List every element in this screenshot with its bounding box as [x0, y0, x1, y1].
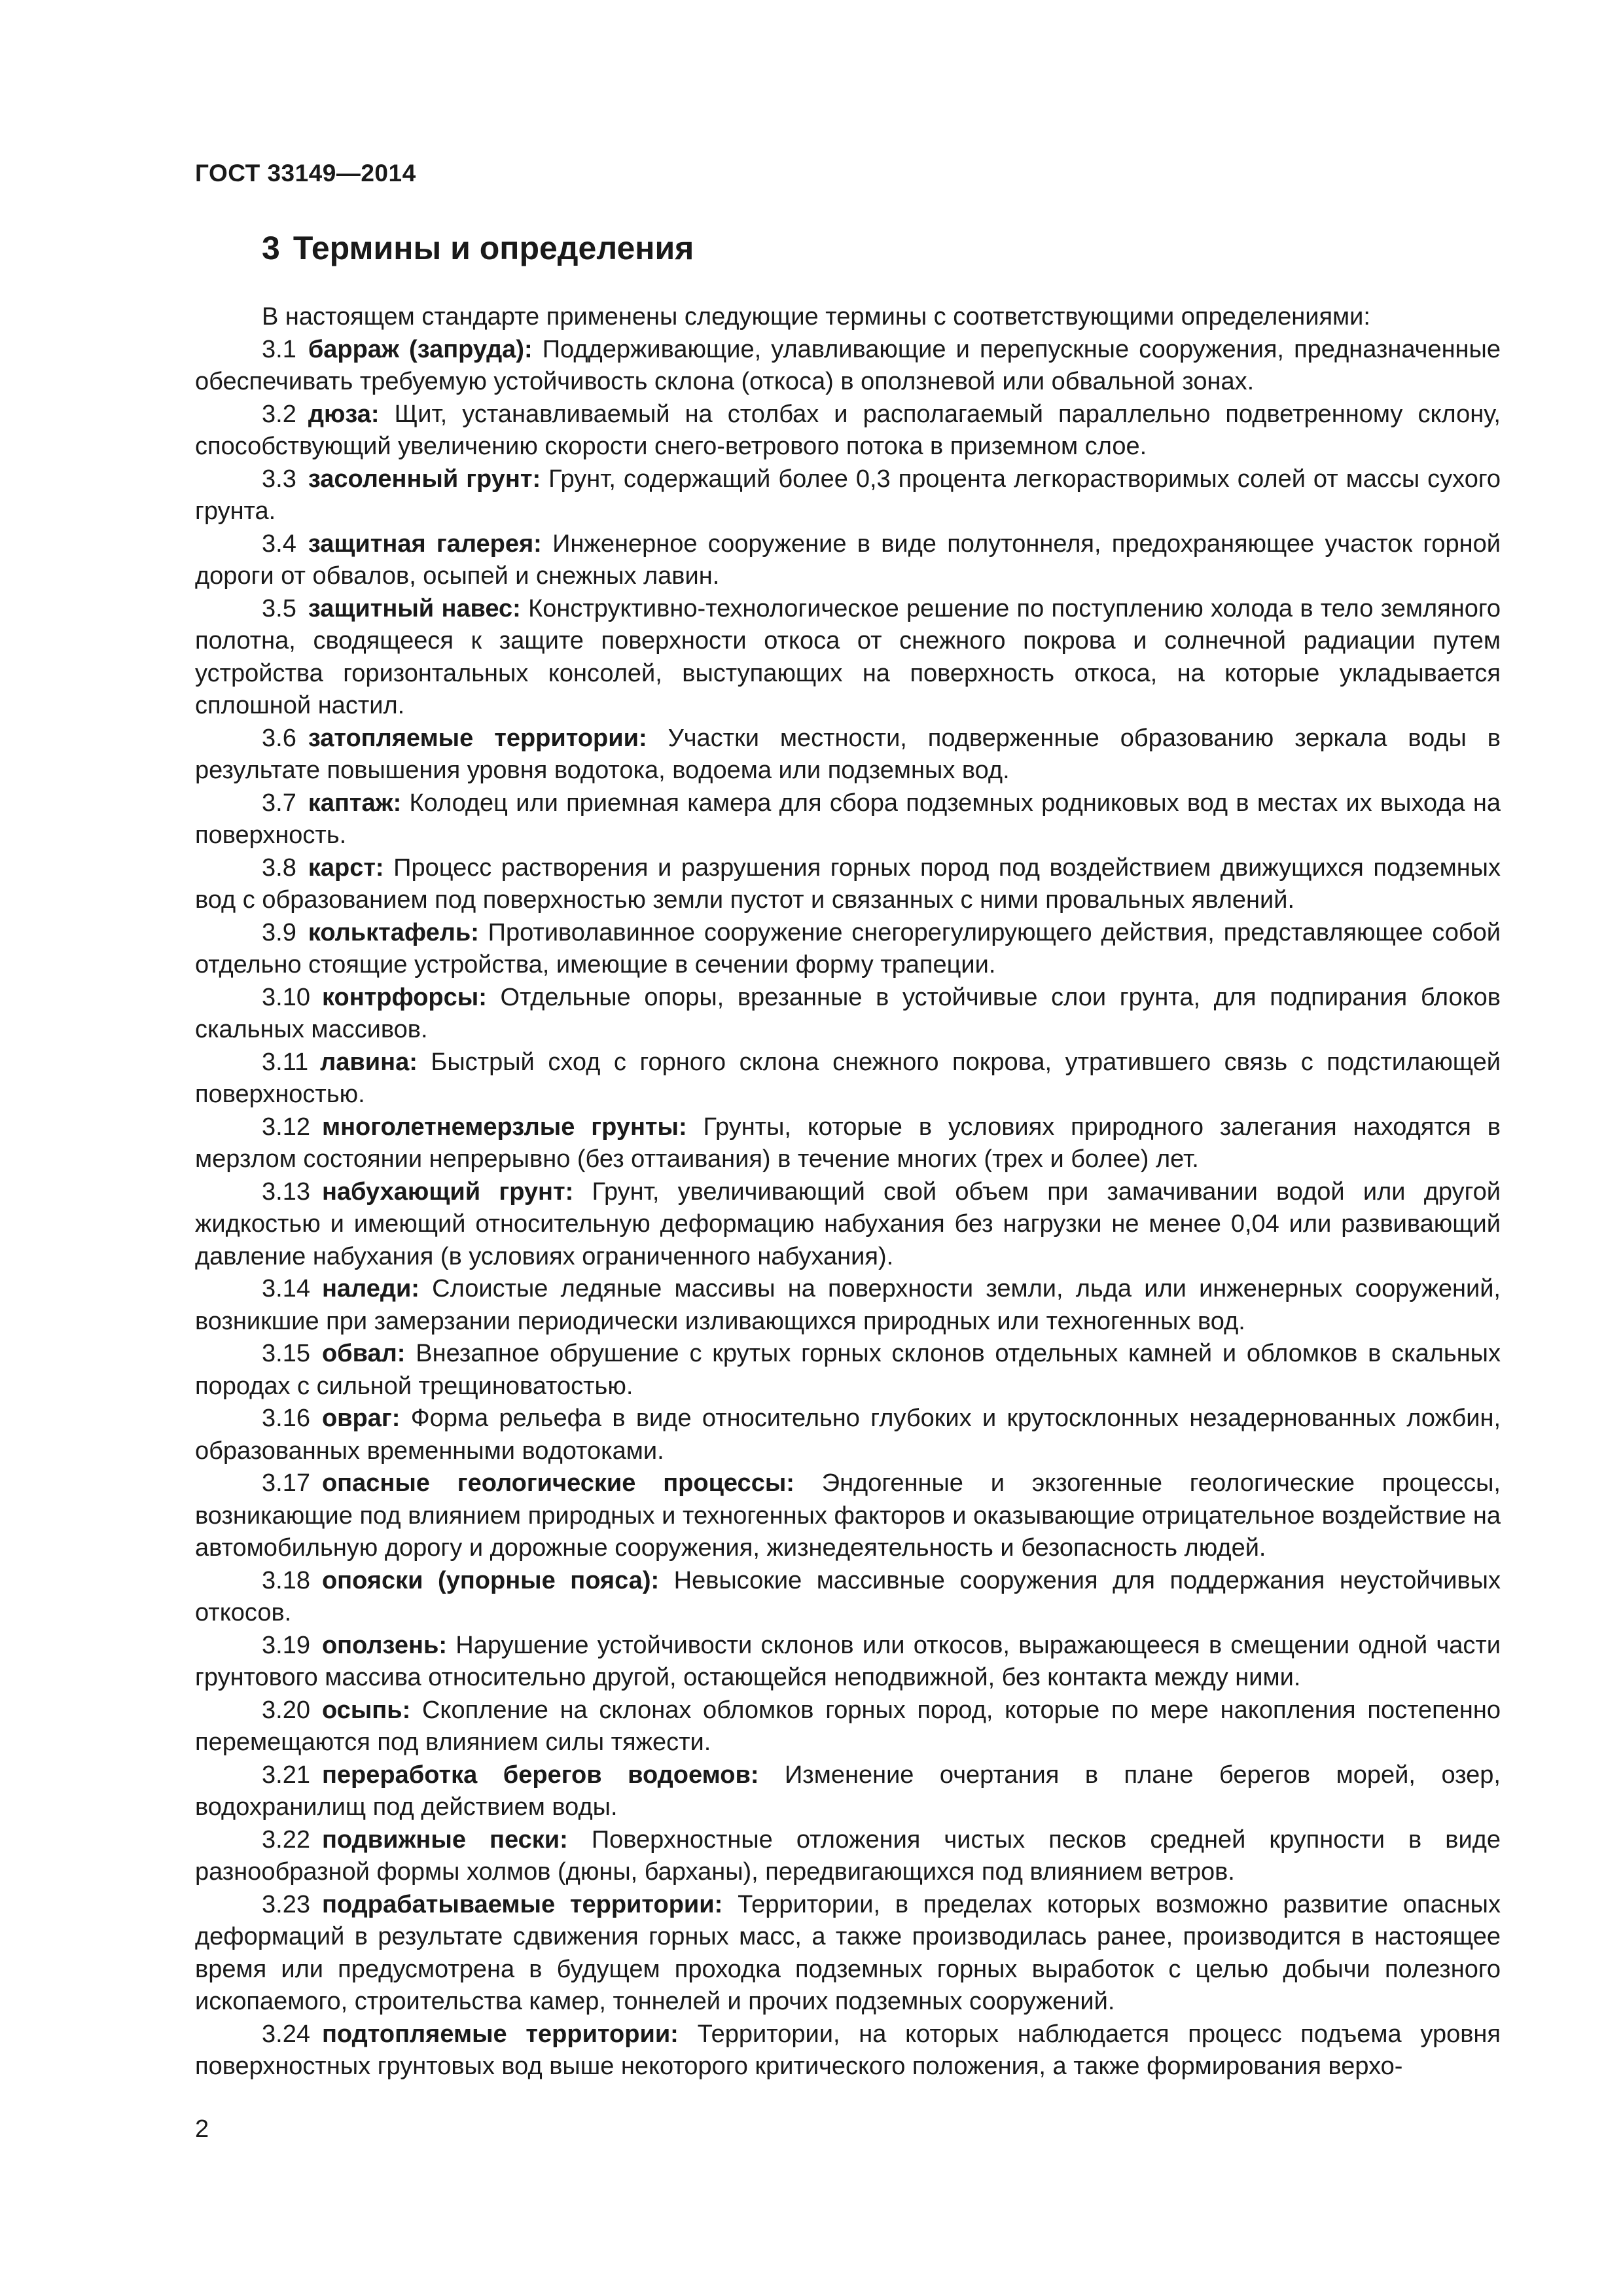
definition-item [195, 2018, 1501, 2083]
definition-item [195, 1824, 1501, 1889]
definition-text: Поддерживающие, улавливающие и перепускные сооружения, предназначенные обеспечивать требуемую устойчивость склона (откоса) в оползневой или обвальной зонах. [195, 335, 1501, 395]
definition-text: Поверхностные отложения чистых песков средней крупности в виде разнообразной формы холмов (дюны, барханы), передвигающихся под влиянием ветров. [195, 1825, 1501, 1886]
definition-item [195, 917, 1501, 982]
definition-term: осыпь: [321, 1696, 411, 1724]
definition-text: Изменение очертания в плане берегов морей, озер, водохранилищ под действием воды. [195, 1761, 1501, 1821]
definition-text: Противолавинное сооружение снегорегулирующего действия, представляющее собой отдельно стоящие устройства, имеющие в сечении форму трапеции. [195, 918, 1501, 978]
definition-number: 3.10 [262, 983, 310, 1011]
definition-term: барраж (запруда): [308, 335, 533, 363]
definition-term: оползень: [321, 1631, 448, 1659]
definition-text: Форма рельефа в виде относительно глубоких и крутосклонных незадернованных ложбин, образованных временными водотоками. [195, 1405, 1501, 1465]
definition-number: 3.5 [262, 594, 296, 622]
definition-item [195, 787, 1501, 852]
definition-number: 3.23 [262, 1890, 310, 1918]
definition-term: карст: [308, 853, 384, 882]
definition-text: Слоистые ледяные массивы на поверхности земли, льда или инженерных сооружений, возникшие при замерзании периодически изливающихся природных или техногенных вод. [195, 1275, 1501, 1335]
definition-number: 3.22 [262, 1825, 310, 1854]
definition-item [195, 1467, 1501, 1565]
definition-text: Отдельные опоры, врезанные в устойчивые слои грунта, для подпирания блоков скальных массивов. [195, 983, 1501, 1043]
definition-number: 3.7 [262, 789, 296, 817]
definition-item [195, 1111, 1501, 1176]
definition-term: подрабатываемые территории: [321, 1890, 723, 1918]
definition-item [195, 1176, 1501, 1274]
definition-item [195, 1565, 1501, 1630]
definition-item [195, 399, 1501, 463]
definition-text: Инженерное сооружение в виде полутоннеля, предохраняющее участок горной дороги от обвалов, осыпей и снежных лавин. [195, 529, 1501, 590]
definition-item [195, 1047, 1501, 1111]
definition-number: 3.24 [262, 2020, 310, 2048]
definition-number: 3.15 [262, 1340, 310, 1367]
definition-term: защитная галерея: [308, 529, 542, 558]
page-number: 2 [195, 2115, 209, 2143]
definition-item [195, 593, 1501, 723]
section-heading [262, 229, 694, 267]
definition-item [195, 463, 1501, 528]
definitions-body [195, 301, 1501, 2083]
document-code: ГОСТ 33149—2014 [195, 160, 416, 187]
definition-item [195, 1273, 1501, 1338]
definition-text: Грунт, увеличивающий свой объем при замачивании водой или другой жидкостью и имеющий относительную деформацию набухания без нагрузки не менее 0,04 или развивающий давление набухания (в условиях ограниченного набухания). [195, 1177, 1501, 1270]
definition-item [195, 528, 1501, 593]
definition-number: 3.16 [262, 1405, 310, 1432]
definition-item [195, 852, 1501, 917]
intro-paragraph: В настоящем стандарте применены следующие термины с соответствующими определениями: [262, 303, 1370, 331]
definition-number: 3.13 [262, 1177, 310, 1206]
definition-item [195, 1630, 1501, 1695]
definition-term: лавина: [320, 1048, 418, 1076]
definition-item [195, 1695, 1501, 1759]
definition-item [195, 1759, 1501, 1824]
definition-term: дюза: [308, 400, 380, 428]
section-title-text: Термины и определения [293, 230, 694, 266]
definition-number: 3.9 [262, 918, 296, 946]
definition-number: 3.21 [262, 1761, 310, 1789]
definition-term: многолетнемерзлые грунты: [321, 1113, 687, 1141]
definition-number: 3.19 [262, 1631, 310, 1659]
definition-term: набухающий грунт: [321, 1177, 574, 1206]
definition-term: опояски (упорные пояса): [321, 1566, 660, 1594]
definition-number: 3.11 [262, 1048, 309, 1076]
definition-text: Внезапное обрушение с крутых горных склонов отдельных камней и обломков в скальных породах с сильной трещиноватостью. [195, 1340, 1501, 1400]
definition-term: подвижные пески: [321, 1825, 568, 1854]
definition-number: 3.12 [262, 1113, 310, 1141]
definition-text: Эндогенные и экзогенные геологические процессы, возникающие под влиянием природных и техногенных факторов и оказывающие отрицательное воздействие на автомобильную дорогу и дорожные сооружения, жизнедеятельность и безопасность людей. [195, 1469, 1501, 1562]
definition-item [195, 982, 1501, 1047]
definition-text: Процесс растворения и разрушения горных пород под воздействием движущихся подземных вод с образованием под поверхностью земли пустот и связанных с ними провальных явлений. [195, 853, 1501, 914]
definition-term: кольктафель: [308, 918, 479, 946]
definition-text: Щит, устанавливаемый на столбах и располагаемый параллельно подветренному склону, способствующий увеличению скорости снего-ветрового потока в приземном слое. [195, 400, 1501, 460]
definition-text: Невысокие массивные сооружения для поддержания неустойчивых откосов. [195, 1566, 1501, 1626]
definition-text: Конструктивно-технологическое решение по поступлению холода в тело земляного полотна, сводящееся к защите поверхности откоса от снежного покрова и солнечной радиации путем устройства горизонтальных консолей, выступающих на поверхность откоса, на которые укладывается сплошной настил. [195, 594, 1501, 719]
definition-term: обвал: [321, 1340, 406, 1367]
definition-text: Участки местности, подверженные образованию зеркала воды в результате повышения уровня водотока, водоема или подземных вод. [195, 724, 1501, 784]
definition-number: 3.17 [262, 1469, 310, 1497]
definition-number: 3.18 [262, 1566, 310, 1594]
definition-number: 3.4 [262, 529, 296, 558]
definition-item [195, 1889, 1501, 2018]
definition-text: Скопление на склонах обломков горных пород, которые по мере накопления постепенно перемещаются под влиянием силы тяжести. [195, 1696, 1501, 1756]
definition-item [195, 1403, 1501, 1467]
definition-text: Грунты, которые в условиях природного залегания находятся в мерзлом состоянии непрерывно (без оттаивания) в течение многих (трех и более) лет. [195, 1113, 1501, 1173]
definition-term: засоленный грунт: [308, 465, 541, 493]
definition-term: защитный навес: [308, 594, 521, 622]
definition-item [195, 334, 1501, 399]
definition-text: Быстрый сход с горного склона снежного покрова, утратившего связь с подстилающей поверхностью. [195, 1048, 1501, 1108]
definition-number: 3.6 [262, 724, 296, 752]
definition-number: 3.20 [262, 1696, 310, 1724]
definition-item [195, 723, 1501, 787]
definition-term: овраг: [321, 1405, 401, 1432]
section-number: 3 [262, 230, 280, 266]
definition-text: Нарушение устойчивости склонов или откосов, выражающееся в смещении одной части грунтового массива относительно другой, остающейся неподвижной, без контакта между ними. [195, 1631, 1501, 1691]
definition-text: Территории, на которых наблюдается процесс подъема уровня поверхностных грунтовых вод выше некоторого критического положения, а также формирования верхо- [195, 2020, 1501, 2080]
definition-term: опасные геологические процессы: [321, 1469, 794, 1497]
definition-text: Колодец или приемная камера для сбора подземных родниковых вод в местах их выхода на поверхность. [195, 789, 1501, 849]
definition-term: контрфорсы: [321, 983, 487, 1011]
definition-number: 3.1 [262, 335, 296, 363]
definition-text: Территории, в пределах которых возможно развитие опасных деформаций в результате сдвижения горных масс, а также производилась ранее, производится в настоящее время или предусмотрена в будущем проходка подземных горных выработок с целью добычи полезного ископаемого, строительства камер, тоннелей и прочих подземных сооружений. [195, 1890, 1501, 2015]
definition-term: затопляемые территории: [308, 724, 647, 752]
definition-term: переработка берегов водоемов: [321, 1761, 759, 1789]
definition-term: каптаж: [308, 789, 402, 817]
definition-number: 3.8 [262, 853, 296, 882]
definition-term: наледи: [321, 1275, 419, 1302]
definition-number: 3.2 [262, 400, 296, 428]
definition-number: 3.3 [262, 465, 296, 493]
definition-number: 3.14 [262, 1275, 310, 1302]
definition-text: Грунт, содержащий более 0,3 процента легкорастворимых солей от массы сухого грунта. [195, 465, 1501, 525]
definition-item [195, 1338, 1501, 1403]
definition-term: подтопляемые территории: [321, 2020, 679, 2048]
definitions-list [195, 334, 1501, 2083]
